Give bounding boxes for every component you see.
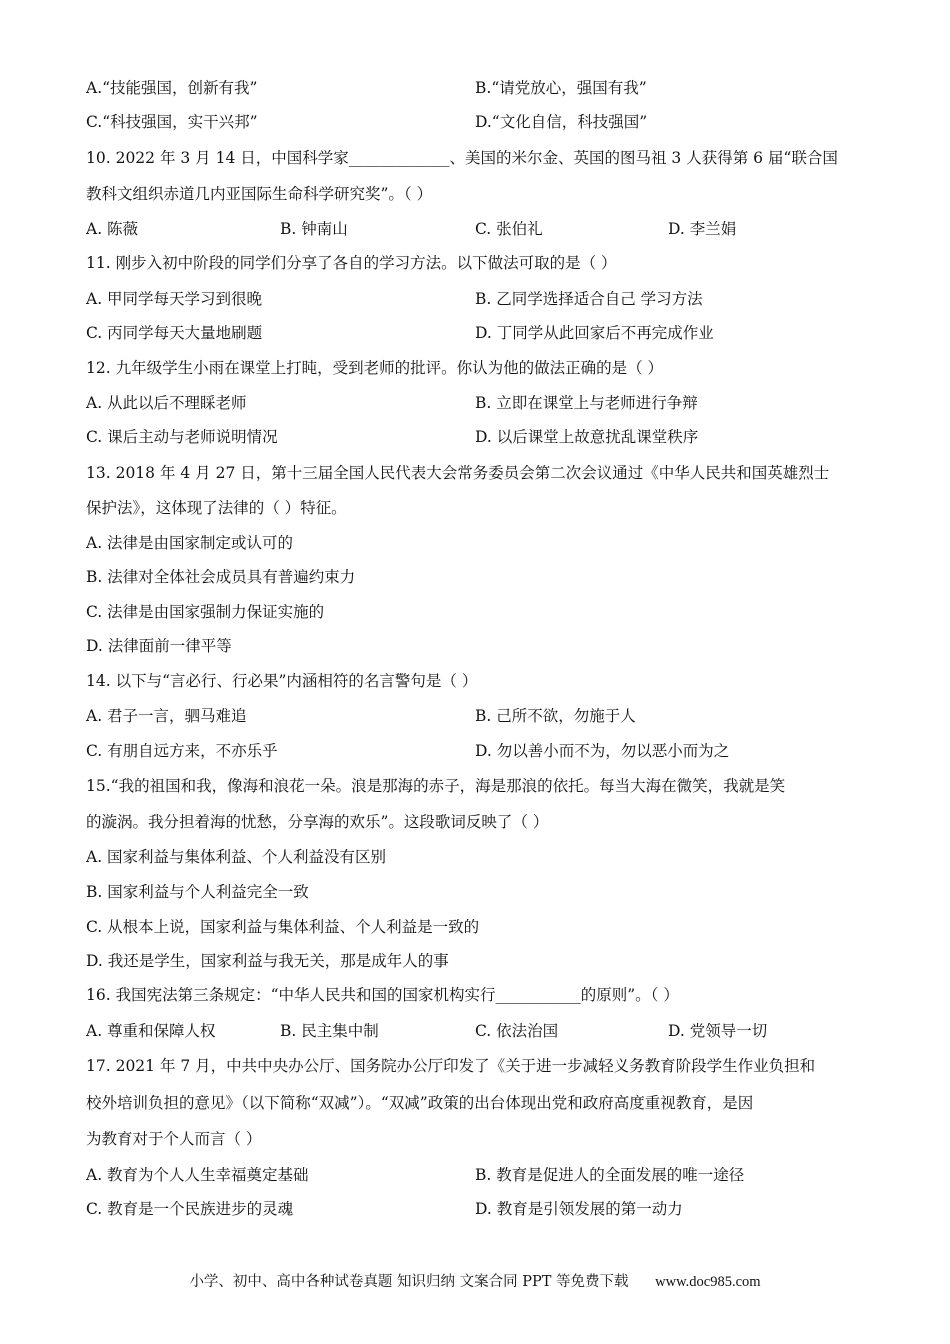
q9-option-a: A.“技能强国，创新有我” xyxy=(86,79,258,97)
q9-option-b: B.“请党放心，强国有我” xyxy=(475,79,647,97)
footer-text: 小学、初中、高中各种试卷真题 知识归纳 文案合同 PPT 等免费下载 xyxy=(189,1274,629,1290)
q10-option-c: C. 张伯礼 xyxy=(475,220,543,238)
q17-option-c: C. 教育是一个民族进步的灵魂 xyxy=(86,1200,294,1218)
q10-option-d: D. 李兰娟 xyxy=(668,220,737,238)
q14-stem: 14. 以下与“言必行、行必果”内涵相符的名言警句是（ ） xyxy=(86,672,478,690)
q16-stem: 16. 我国宪法第三条规定：“中华人民共和国的国家机构实行___________的原则”。（ ） xyxy=(86,986,679,1004)
q10-stem-line1: 10. 2022 年 3 月 14 日，中国科学家_____________、美国的米尔金、英国的图马祖 3 人获得第 6 届“联合国 xyxy=(86,149,838,167)
q10-stem-line2: 教科文组织赤道几内亚国际生命科学研究奖”。（ ） xyxy=(86,185,433,203)
q13-stem-line1: 13. 2018 年 4 月 27 日，第十三届全国人民代表大会常务委员会第二次会议通过《中华人民共和国英雄烈士 xyxy=(86,464,830,482)
page-footer xyxy=(0,1270,950,1291)
q11-option-d: D. 丁同学从此回家后不再完成作业 xyxy=(475,324,714,342)
q13-option-c: C. 法律是由国家强制力保证实施的 xyxy=(86,603,325,621)
q15-option-c: C. 从根本上说，国家利益与集体利益、个人利益是一致的 xyxy=(86,918,480,936)
q15-stem-line2: 的漩涡。我分担着海的忧愁，分享海的欢乐”。这段歌词反映了（ ） xyxy=(86,813,549,831)
q15-stem-line1: 15.“我的祖国和我，像海和浪花一朵。浪是那海的赤子，海是那浪的依托。每当大海在微笑，我就是笑 xyxy=(86,777,786,795)
q9-option-c: C.“科技强国，实干兴邦” xyxy=(86,113,258,131)
q13-option-d: D. 法律面前一律平等 xyxy=(86,637,232,655)
q11-stem: 11. 刚步入初中阶段的同学们分享了各自的学习方法。以下做法可取的是（ ） xyxy=(86,254,617,272)
q15-option-a: A. 国家利益与集体利益、个人利益没有区别 xyxy=(86,848,387,866)
q12-stem: 12. 九年级学生小雨在课堂上打盹，受到老师的批评。你认为他的做法正确的是（ ） xyxy=(86,359,664,377)
q12-option-b: B. 立即在课堂上与老师进行争辩 xyxy=(475,394,698,412)
footer-url[interactable]: www.doc985.com xyxy=(655,1274,761,1290)
q17-stem-line1: 17. 2021 年 7 月，中共中央办公厅、国务院办公厅印发了《关于进一步减轻义务教育阶段学生作业负担和 xyxy=(86,1057,816,1075)
q17-option-a: A. 教育为个人人生幸福奠定基础 xyxy=(86,1166,309,1184)
q14-option-b: B. 己所不欲，勿施于人 xyxy=(475,707,636,725)
q9-option-d: D.“文化自信，科技强国” xyxy=(475,113,648,131)
q12-option-d: D. 以后课堂上故意扰乱课堂秩序 xyxy=(475,428,699,446)
q16-option-a: A. 尊重和保障人权 xyxy=(86,1022,216,1040)
q17-stem-line3: 为教育对于个人而言（ ） xyxy=(86,1130,262,1148)
q16-option-b: B. 民主集中制 xyxy=(280,1022,379,1040)
q10-option-b: B. 钟南山 xyxy=(280,220,348,238)
q11-option-a: A. 甲同学每天学习到很晚 xyxy=(86,290,263,308)
q11-option-c: C. 丙同学每天大量地刷题 xyxy=(86,324,263,342)
q16-option-d: D. 党领导一切 xyxy=(668,1022,768,1040)
q10-option-a: A. 陈薇 xyxy=(86,220,139,238)
q16-option-c: C. 依法治国 xyxy=(475,1022,559,1040)
q15-option-d: D. 我还是学生，国家利益与我无关，那是成年人的事 xyxy=(86,952,449,970)
q13-option-b: B. 法律对全体社会成员具有普遍约束力 xyxy=(86,568,356,586)
q13-stem-line2: 保护法》，这体现了法律的（ ）特征。 xyxy=(86,499,347,517)
q17-option-b: B. 教育是促进人的全面发展的唯一途径 xyxy=(475,1166,745,1184)
q12-option-a: A. 从此以后不理睬老师 xyxy=(86,394,247,412)
q14-option-a: A. 君子一言，驷马难追 xyxy=(86,707,247,725)
q14-option-d: D. 勿以善小而不为，勿以恶小而为之 xyxy=(475,742,730,760)
q14-option-c: C. 有朋自远方来，不亦乐乎 xyxy=(86,742,278,760)
q15-option-b: B. 国家利益与个人利益完全一致 xyxy=(86,883,309,901)
q17-option-d: D. 教育是引领发展的第一动力 xyxy=(475,1200,683,1218)
q17-stem-line2: 校外培训负担的意见》（以下简称“双减”）。“双减”政策的出台体现出党和政府高度重视教育，是因 xyxy=(86,1094,754,1112)
q12-option-c: C. 课后主动与老师说明情况 xyxy=(86,428,278,446)
q11-option-b: B. 乙同学选择适合自己 学习方法 xyxy=(475,290,703,308)
q13-option-a: A. 法律是由国家制定或认可的 xyxy=(86,534,294,552)
